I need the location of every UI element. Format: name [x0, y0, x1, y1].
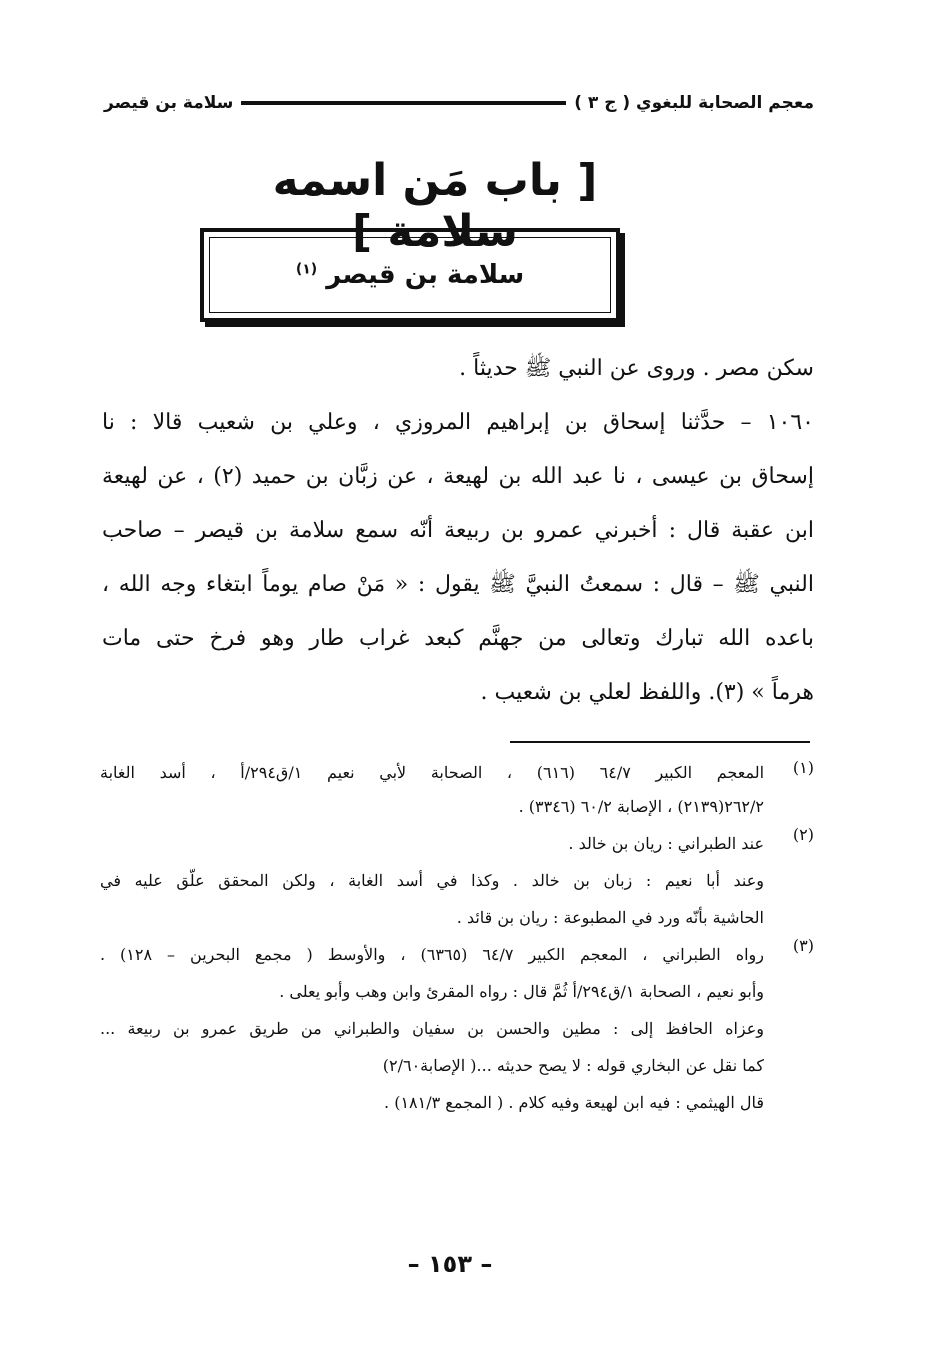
- footnote: [100, 936, 814, 1121]
- body-line: هرماً » (٣). واللفظ لعلي بن شعيب .: [480, 680, 814, 705]
- footnote-number: (٣): [792, 936, 814, 955]
- running-header: [104, 88, 814, 118]
- body-line: النبي ﷺ – قال : سمعتُ النبيَّ ﷺ يقول : « مَنْ صام يوماً ابتغاء وجه الله ،: [102, 572, 814, 597]
- page-number: – ١٥٣ –: [407, 1250, 493, 1278]
- footnote-line: الحاشية بأنّه ورد في المطبوعة : ريان بن قائد .: [456, 908, 764, 927]
- body-line: ١٠٦٠ – حدَّثنا إسحاق بن إبراهيم المروزي ، وعلي بن شعيب قالا : نا: [102, 410, 814, 435]
- entry-name: [296, 260, 524, 290]
- footnote-line: ٢٦٢/٢(٢١٣٩) ، الإصابة ٦٠/٢ (٣٣٤٦) .: [518, 797, 764, 816]
- footnote-line: عند الطبراني : ريان بن خالد .: [568, 834, 764, 853]
- entry-name-box: [200, 228, 620, 322]
- footnote-separator: [510, 741, 810, 743]
- body-text: [102, 342, 814, 720]
- footnote-line: رواه الطبراني ، المعجم الكبير ٦٤/٧ (٦٣٦٥) ، والأوسط ( مجمع البحرين – ١٢٨) .: [100, 945, 765, 964]
- chapter-title: [ باب مَن اسمه سلامة ]: [272, 155, 598, 257]
- footnote: [100, 758, 814, 825]
- header-section-name: سلامة بن قيصر: [104, 93, 234, 113]
- footnote-line: كما نقل عن البخاري قوله : لا يصح حديثه ...( الإصابة٢/٦٠): [382, 1056, 764, 1075]
- body-line: ابن عقبة قال : أخبرني عمرو بن ربيعة أنّه سمع سلامة بن قيصر – صاحب: [102, 518, 814, 543]
- body-line: سكن مصر . وروى عن النبي ﷺ حديثاً .: [459, 356, 814, 381]
- body-line: إسحاق بن عيسى ، نا عبد الله بن لهيعة ، عن زبَّان بن حميد (٢) ، عن لهيعة: [102, 464, 814, 489]
- footnote-number: (٢): [792, 825, 814, 844]
- footnotes: [100, 758, 814, 1121]
- footnote-line: المعجم الكبير ٦٤/٧ (٦١٦) ، الصحابة لأبي نعيم ١/ق٢٩٤/أ ، أسد الغابة: [100, 763, 765, 782]
- header-book-title: معجم الصحابة للبغوي ( ج ٣ ): [574, 93, 814, 113]
- entry-name-text: سلامة بن قيصر: [326, 260, 525, 290]
- footnote-line: وعند أبا نعيم : زبان بن خالد . وكذا في أسد الغابة ، ولكن المحقق علّق عليه في: [100, 871, 764, 890]
- body-line: باعده الله تبارك وتعالى من جهنَّم كبعد غراب طار وهو فرخ حتى مات: [102, 626, 814, 651]
- footnote-line: وعزاه الحافظ إلى : مطين والحسن بن سفيان والطبراني من طريق عمرو بن ربيعة ...: [100, 1019, 764, 1038]
- entry-note-ref: (١): [295, 261, 318, 278]
- footnote-number: (١): [792, 758, 814, 777]
- header-rule: [241, 101, 566, 105]
- footnote: [100, 825, 814, 936]
- footnote-line: قال الهيثمي : فيه ابن لهيعة وفيه كلام . ( المجمع ١٨١/٣) .: [384, 1093, 764, 1112]
- footnote-line: وأبو نعيم ، الصحابة ١/ق٢٩٤/أ ثُمَّ قال : رواه المقرئ وابن وهب وأبو يعلى .: [279, 982, 764, 1001]
